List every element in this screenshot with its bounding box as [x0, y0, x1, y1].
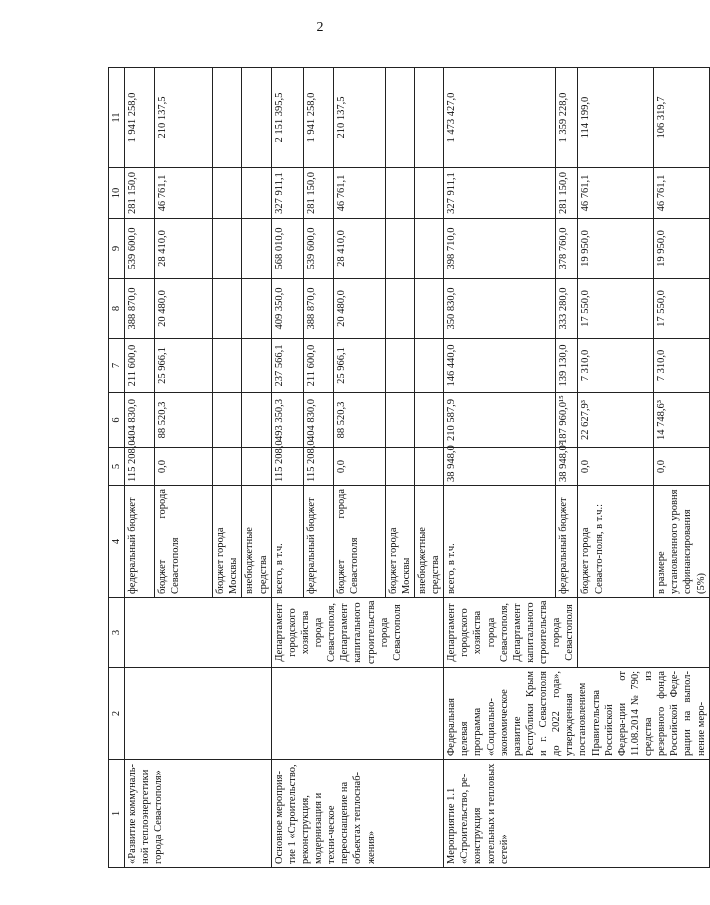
value-col10: 281 150,0	[303, 168, 333, 219]
value-col6: 404 830,0	[303, 393, 333, 448]
value-col8: 17 550,0	[578, 279, 654, 339]
funding-source: бюджет города Севастополя	[333, 486, 385, 598]
value-col10: 327 911,1	[444, 168, 556, 219]
value-col11: 210 137,5	[155, 68, 213, 168]
value-col5: 38 948,0²	[556, 448, 578, 486]
column-number-row	[109, 68, 125, 868]
value-col9: 539 600,0	[303, 219, 333, 279]
value-col8: 333 280,0	[556, 279, 578, 339]
value-col5: 38 948,0	[444, 448, 556, 486]
col-4: 4	[109, 486, 125, 598]
value-col7: 146 440,0	[444, 339, 556, 393]
block1-executor	[125, 598, 272, 668]
col-2: 2	[109, 668, 125, 760]
value-col7: 211 600,0	[125, 339, 155, 393]
value-col8: 20 480,0	[333, 279, 385, 339]
value-col8: 20 480,0	[155, 279, 213, 339]
page-number: 2	[316, 20, 324, 35]
value-col10: 327 911,1	[271, 168, 303, 219]
value-col5: 115 208,0	[303, 448, 333, 486]
col-5: 5	[109, 448, 125, 486]
value-col5: 115 208,0	[125, 448, 155, 486]
col-1: 1	[109, 760, 125, 868]
funding-source: федеральный бюджет	[125, 486, 155, 598]
value-col6: 187 960,0¹⁵	[556, 393, 578, 448]
value-col11: 1 473 427,0	[444, 68, 556, 168]
value-col5: 0,0	[654, 448, 710, 486]
col-9: 9	[109, 219, 125, 279]
value-col6: 210 587,9	[444, 393, 556, 448]
value-col6: 22 627,9³	[578, 393, 654, 448]
value-col11: 210 137,5	[333, 68, 385, 168]
col-8: 8	[109, 279, 125, 339]
value-col9: 398 710,0	[444, 219, 556, 279]
value-col5: 115 208,0	[271, 448, 303, 486]
block3-program: Федеральная целевая программа «Социально-экономическое развитие Республики Крым и г. Севастополя до 2022 года», утвержденная постановлением Правительства Российской Федера-ции от 11.08.2014 № 790; средства из резервного фонда Российской Феде-рации на выпол-нение меро-	[444, 668, 710, 760]
value-col10: 46 761,1	[654, 168, 710, 219]
table-row	[271, 68, 303, 868]
funding-source: бюджет города Москвы	[385, 486, 414, 598]
funding-source: бюджет города Севасто-поля, в т.ч.:	[578, 486, 654, 598]
block1-name: «Развитие коммуналь-ной теплоэнергетики города Севастополя»	[125, 760, 272, 868]
value-col8: 388 870,0	[125, 279, 155, 339]
value-col7: 25 966,1	[155, 339, 213, 393]
value-col10: 46 761,1	[333, 168, 385, 219]
block3-executor-continued	[578, 598, 709, 668]
funding-source: федеральный бюджет	[303, 486, 333, 598]
funding-source: внебюджетные средства	[414, 486, 443, 598]
value-col9: 378 760,0	[556, 219, 578, 279]
value-col8: 388 870,0	[303, 279, 333, 339]
value-col8: 17 550,0	[654, 279, 710, 339]
value-col6: 493 350,3	[271, 393, 303, 448]
value-col6: 14 748,6³	[654, 393, 710, 448]
value-col9: 28 410,0	[333, 219, 385, 279]
funding-source: всего, в т.ч.	[271, 486, 303, 598]
value-col7: 139 130,0	[556, 339, 578, 393]
value-col10: 46 761,1	[578, 168, 654, 219]
col-7: 7	[109, 339, 125, 393]
value-col6: 88 520,3	[155, 393, 213, 448]
value-col7: 211 600,0	[303, 339, 333, 393]
value-col5: 0,0	[578, 448, 654, 486]
value-col11: 114 199,0	[578, 68, 654, 168]
col-6: 6	[109, 393, 125, 448]
col-10: 10	[109, 168, 125, 219]
value-col7: 7 310,0	[578, 339, 654, 393]
funding-source: в размере установленного уровня софинансирования (5%)	[654, 486, 710, 598]
value-col7: 7 310,0	[654, 339, 710, 393]
value-col9: 568 010,0	[271, 219, 303, 279]
value-col10: 281 150,0	[125, 168, 155, 219]
value-col9: 19 950,0	[654, 219, 710, 279]
value-col8: 350 830,0	[444, 279, 556, 339]
value-col9: 19 950,0	[578, 219, 654, 279]
funding-source: всего, в т.ч.	[444, 486, 556, 598]
value-col6: 88 520,3	[333, 393, 385, 448]
value-col11: 2 151 395,5	[271, 68, 303, 168]
col-3: 3	[109, 598, 125, 668]
value-col6: 404 830,0	[125, 393, 155, 448]
rotated-table-container	[108, 68, 707, 868]
value-col5: 0,0	[333, 448, 385, 486]
value-col9: 28 410,0	[155, 219, 213, 279]
table-row	[444, 68, 556, 868]
value-col7: 25 966,1	[333, 339, 385, 393]
value-col11: 1 941 258,0	[125, 68, 155, 168]
block2-executor: Департамент городского хозяйства города Севастополя, Департамент капитального строительства города Севастополя	[271, 598, 444, 668]
budget-table	[108, 67, 710, 868]
block1-program	[125, 668, 272, 760]
block3-executor: Департамент городского хозяйства города Севастополя, Департамент капитального строительства города Севастополя	[444, 598, 578, 668]
funding-source: бюджет города Москвы	[213, 486, 242, 598]
value-col9: 539 600,0	[125, 219, 155, 279]
funding-source: бюджет города Севастополя	[155, 486, 213, 598]
value-col7: 237 566,1	[271, 339, 303, 393]
funding-source: федеральный бюджет	[556, 486, 578, 598]
funding-source: внебюджетные средства	[242, 486, 271, 598]
value-col10: 46 761,1	[155, 168, 213, 219]
table-row	[125, 68, 155, 868]
value-col11: 1 941 258,0	[303, 68, 333, 168]
value-col5: 0,0	[155, 448, 213, 486]
value-col8: 409 350,0	[271, 279, 303, 339]
block2-program	[271, 668, 444, 760]
block2-name: Основное мероприя-тие 1 «Строительство, реконструкция, модернизация и техни-ческое переоснащение на объектах теплоснаб-жения»	[271, 760, 444, 868]
col-11: 11	[109, 68, 125, 168]
value-col10: 281 150,0	[556, 168, 578, 219]
block3-name: Мероприятие 1.1 «Строительство, ре-конструкция котельных и тепловых сетей»	[444, 760, 710, 868]
value-col11: 106 319,7	[654, 68, 710, 168]
value-col11: 1 359 228,0	[556, 68, 578, 168]
